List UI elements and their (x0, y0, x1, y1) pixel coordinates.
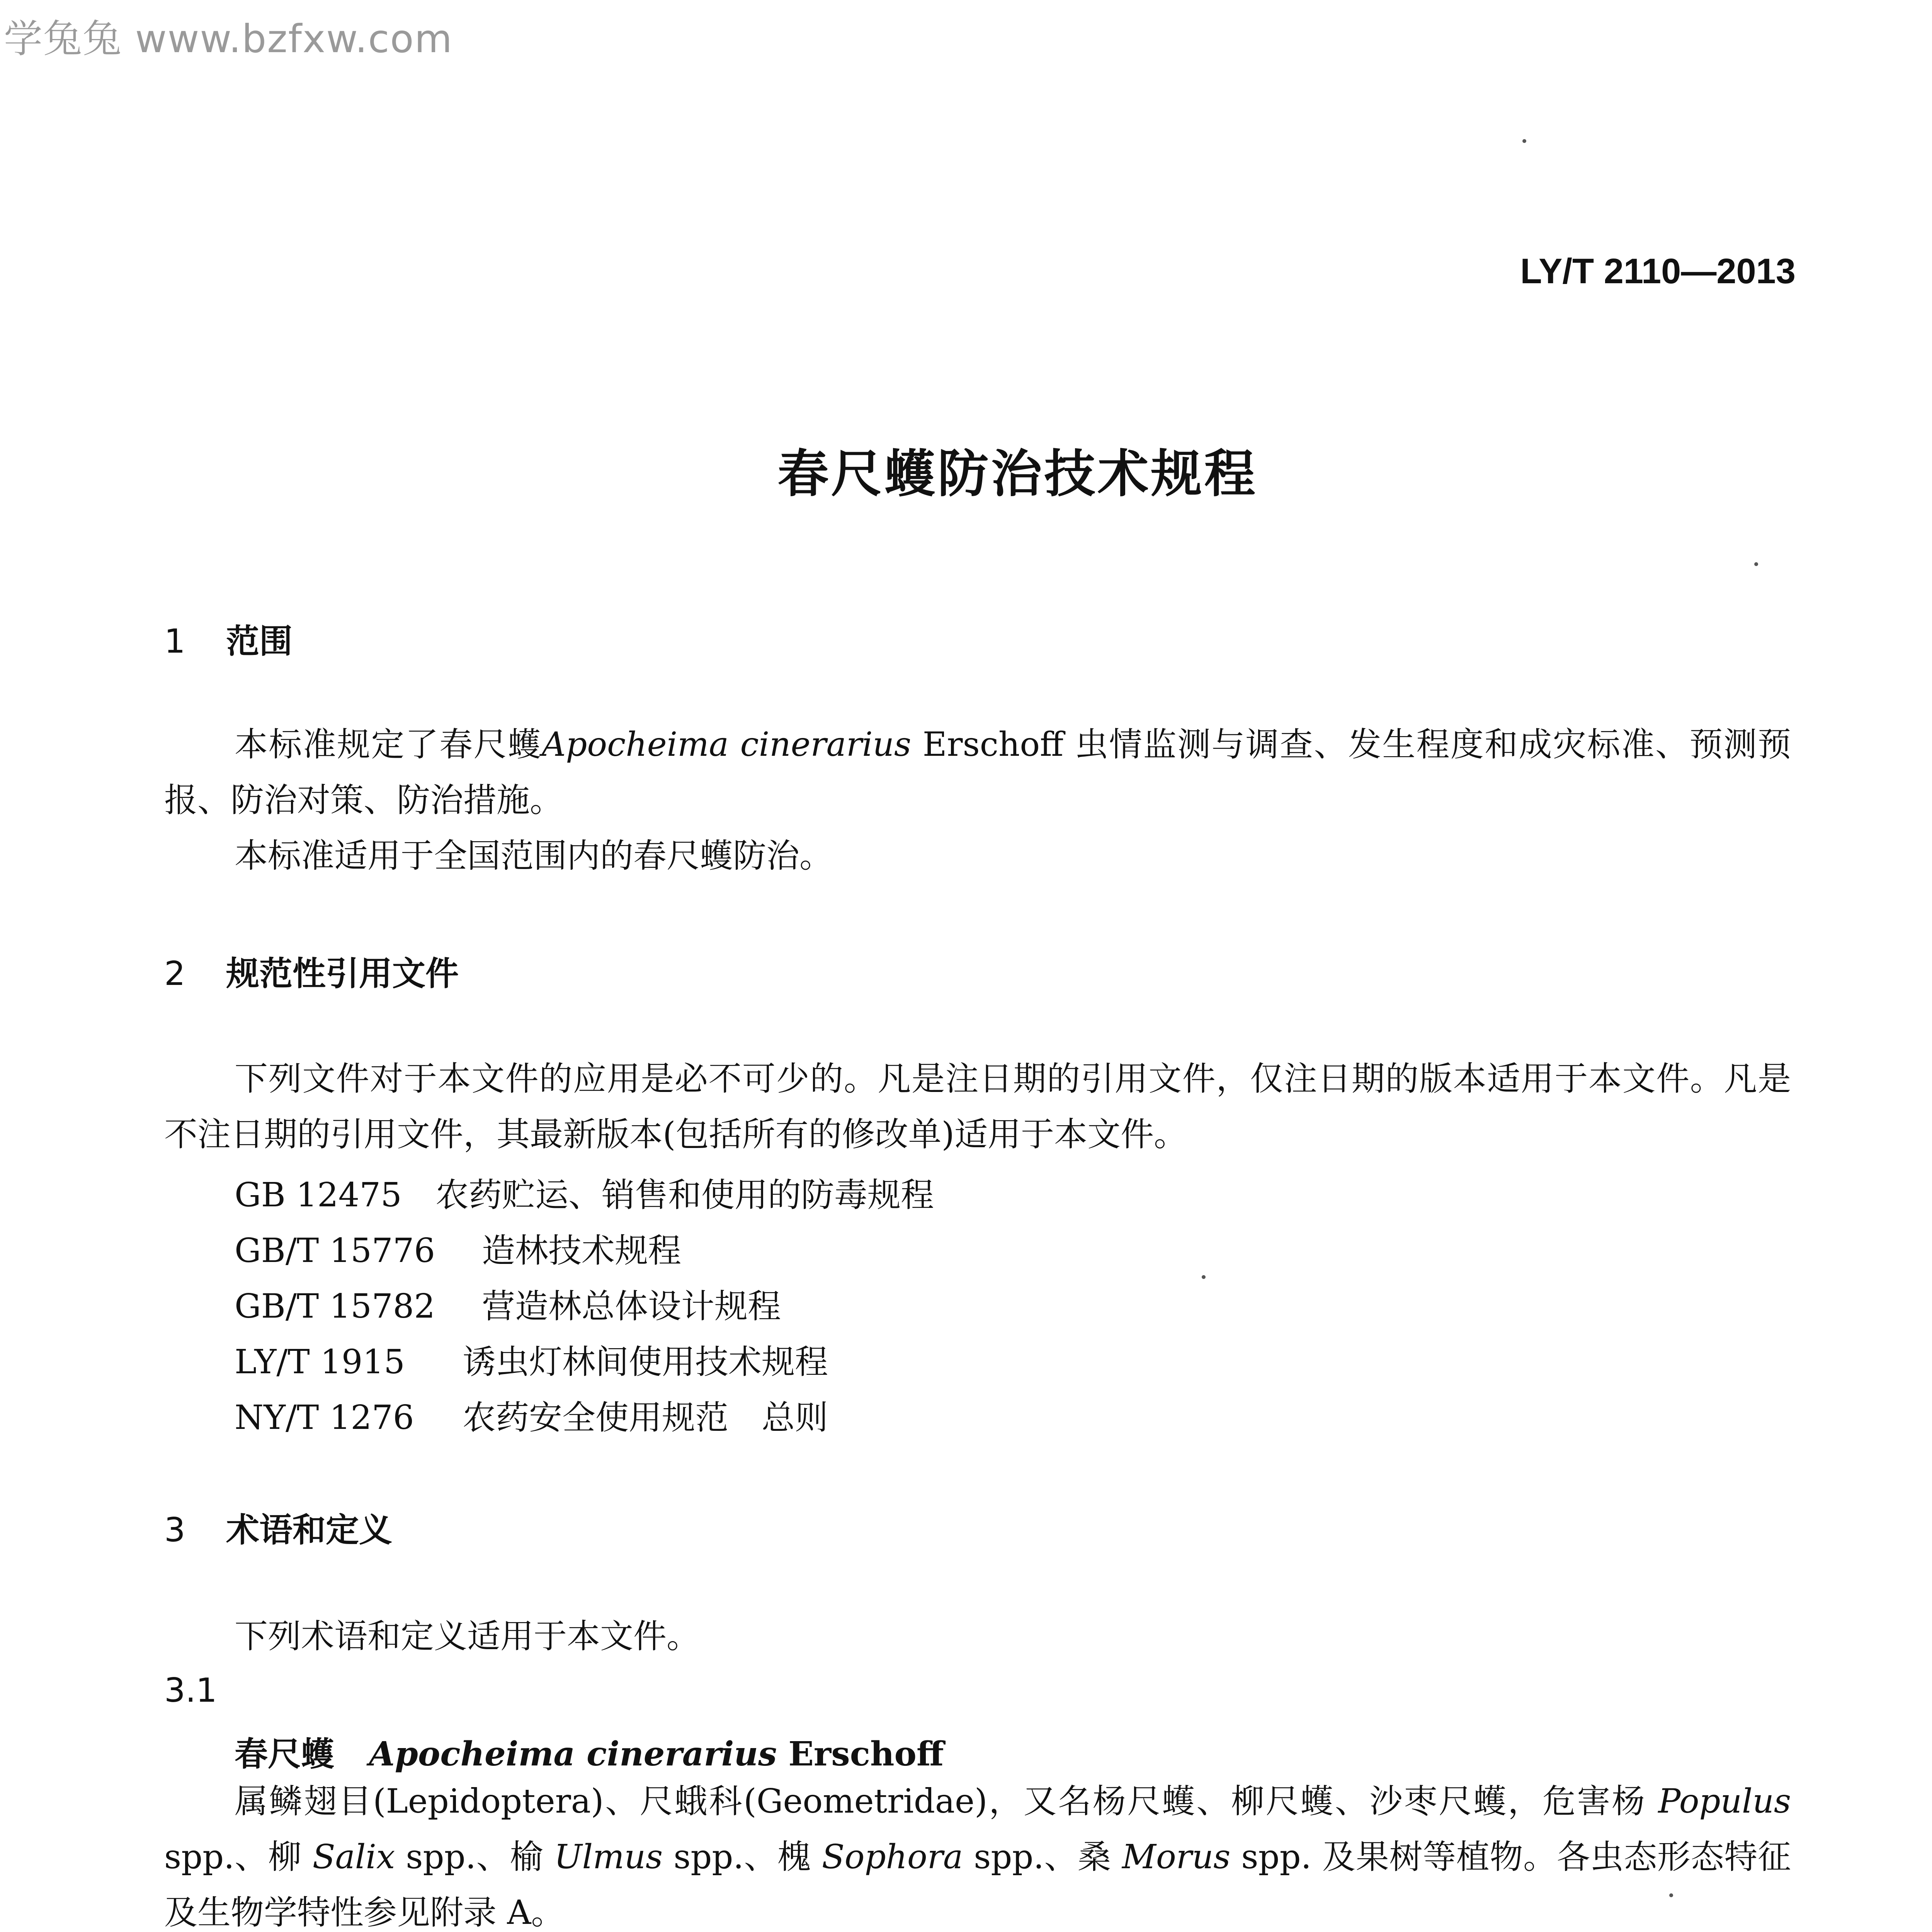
reference-item (235, 1168, 934, 1216)
reference-item (235, 1335, 828, 1383)
latin-name: Ulmus (554, 1838, 663, 1876)
reference-item (235, 1391, 828, 1439)
section-title: 范围 (226, 622, 293, 661)
term-definition (164, 1774, 1791, 1932)
term-zh: 春尺蠖 (235, 1735, 334, 1774)
normative-intro: 下列文件对于本文件的应用是必不可少的。凡是注日期的引用文件，仅注日期的版本适用于本文件。凡是不注日期的引用文件，其最新版本(包括所有的修改单)适用于本文件。 (164, 1060, 1791, 1154)
scan-speck (1754, 562, 1758, 566)
reference-code: GB/T 15776 (235, 1231, 435, 1270)
text-run: 属鳞翅目(Lepidoptera)、尺蛾科(Geometridae)，又名杨尺蠖、柳尺蠖、沙枣尺蠖，危害杨 (235, 1782, 1658, 1821)
text-run: spp.、槐 (663, 1838, 822, 1876)
terms-intro: 下列术语和定义适用于本文件。 (235, 1617, 700, 1656)
scan-speck (1202, 1275, 1206, 1279)
text-run: spp.、柳 (164, 1838, 313, 1876)
text-run: spp.、榆 (395, 1838, 554, 1876)
scan-speck (1522, 139, 1526, 143)
section-number: 3 (164, 1511, 185, 1549)
reference-title: 诱虫灯林间使用技术规程 (463, 1343, 828, 1381)
reference-code: GB/T 15782 (235, 1287, 435, 1326)
reference-item (235, 1224, 681, 1272)
term-en-author: Erschoff (777, 1735, 944, 1774)
section-title: 术语和定义 (226, 1511, 392, 1549)
text-run: spp.、桑 (963, 1838, 1122, 1876)
section-title: 规范性引用文件 (226, 954, 459, 993)
text-run: Erschoff 虫情监测与调查、发生程度和成灾标准、预测预报、防治对策、防治措施。 (164, 725, 1791, 820)
section-number: 1 (164, 622, 185, 661)
reference-title: 农药安全使用规范 总则 (463, 1398, 828, 1437)
reference-title: 农药贮运、销售和使用的防毒规程 (435, 1176, 934, 1214)
latin-name: Apocheima cinerarius (542, 725, 912, 764)
latin-name: Populus (1658, 1782, 1791, 1821)
reference-title: 造林技术规程 (482, 1231, 681, 1270)
reference-code: LY/T 1915 (235, 1343, 405, 1381)
scope-paragraph-1 (164, 717, 1791, 828)
reference-code: GB 12475 (235, 1176, 402, 1214)
text-run: 本标准规定了春尺蠖 (235, 725, 542, 764)
section-number: 2 (164, 954, 185, 993)
scan-speck (1669, 1893, 1673, 1897)
section-heading-1 (164, 614, 293, 662)
latin-name: Salix (312, 1838, 395, 1876)
page-title: 春尺蠖防治技术规程 (777, 444, 1258, 504)
text-run: spp. 及果树等植物。各虫态形态特征及生物学特性参见附录 A。 (164, 1838, 1791, 1932)
watermark: 学兔兔 www.bzfxw.com (4, 16, 453, 61)
reference-item (235, 1279, 781, 1327)
reference-code: NY/T 1276 (235, 1398, 414, 1437)
term-number: 3.1 (164, 1671, 217, 1710)
latin-name: Sophora (821, 1838, 963, 1876)
term-en: Apocheima cinerarius (369, 1735, 777, 1774)
section-heading-2 (164, 947, 459, 995)
standard-code: LY/T 2110—2013 (1520, 252, 1796, 291)
term-title (235, 1727, 944, 1775)
scope-paragraph-2: 本标准适用于全国范围内的春尺蠖防治。 (235, 837, 833, 875)
latin-name: Morus (1122, 1838, 1231, 1876)
reference-title: 营造林总体设计规程 (482, 1287, 781, 1326)
section-heading-3 (164, 1503, 392, 1551)
